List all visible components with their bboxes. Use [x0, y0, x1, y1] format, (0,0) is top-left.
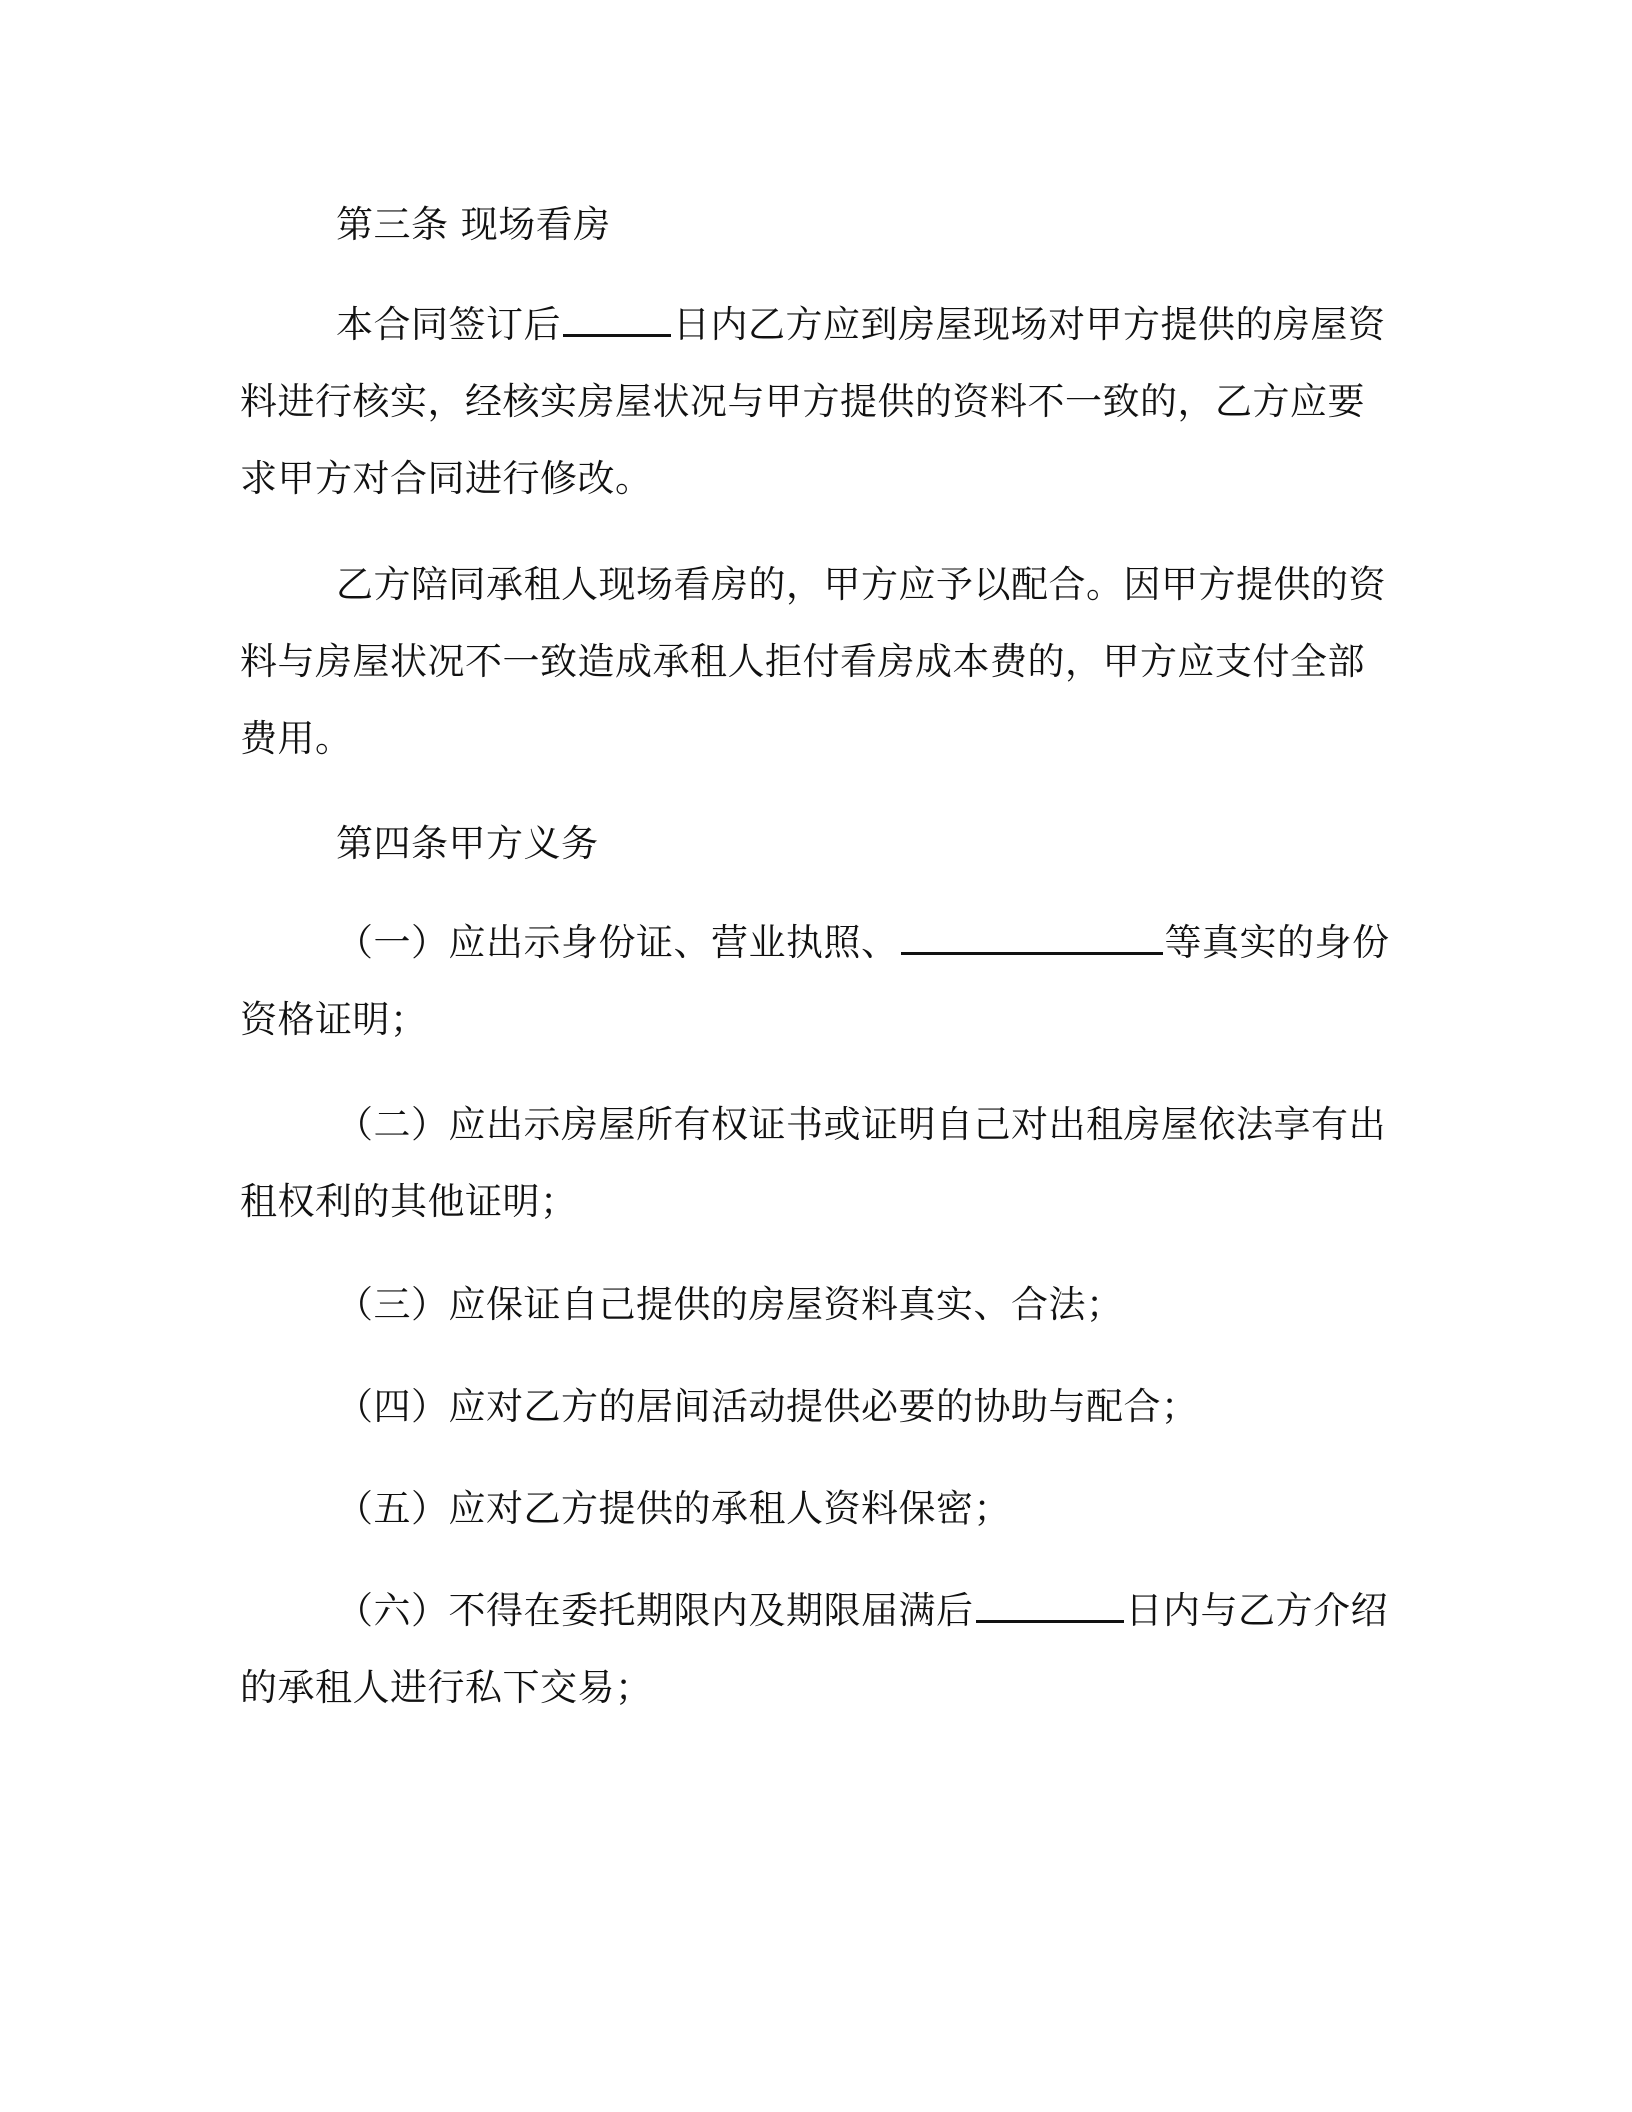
paragraph-line [240, 286, 1386, 363]
article-3-paragraph-1 [240, 286, 1386, 517]
article-4-item-1 [240, 904, 1390, 1058]
paragraph-line: 乙方陪同承租人现场看房的，甲方应予以配合。因甲方提供的资 [336, 563, 1386, 606]
article-4-item-5 [240, 1470, 1380, 1547]
article-3-heading [240, 186, 1380, 263]
article-4-item-3 [240, 1266, 1380, 1343]
paragraph-line [240, 904, 1390, 981]
paragraph-line: （五）应对乙方提供的承租人资料保密； [336, 1487, 1011, 1530]
paragraph-line: 租权利的其他证明； [240, 1180, 578, 1223]
paragraph-line: 费用。 [240, 717, 353, 760]
text-segment: 日内乙方应到房屋现场对甲方提供的房屋资 [673, 303, 1386, 346]
article-4-item-4 [240, 1368, 1380, 1445]
fill-in-blank [976, 1584, 1124, 1623]
article-4-item-2 [240, 1086, 1386, 1240]
article-3-paragraph-2 [240, 546, 1386, 777]
paragraph-line: 料与房屋状况不一致造成承租人拒付看房成本费的，甲方应支付全部 [240, 640, 1365, 683]
heading-text: 第四条甲方义务 [336, 822, 599, 865]
text-segment: （六）不得在委托期限内及期限届满后 [336, 1589, 974, 1632]
text-segment: 等真实的身份 [1164, 921, 1390, 964]
heading-text: 第三条 现场看房 [336, 203, 611, 246]
text-segment: （一）应出示身份证、营业执照、 [336, 921, 899, 964]
paragraph-line: 的承租人进行私下交易； [240, 1666, 653, 1709]
paragraph-line: 料进行核实，经核实房屋状况与甲方提供的资料不一致的，乙方应要 [240, 380, 1365, 423]
paragraph-line [240, 1572, 1388, 1649]
paragraph-line: 求甲方对合同进行修改。 [240, 457, 653, 500]
fill-in-blank [563, 298, 671, 337]
text-segment: 日内与乙方介绍 [1125, 1589, 1388, 1632]
fill-in-blank [901, 916, 1163, 955]
paragraph-line: （三）应保证自己提供的房屋资料真实、合法； [336, 1283, 1124, 1326]
article-4-heading [240, 805, 1380, 882]
paragraph-line: 资格证明； [240, 998, 428, 1041]
paragraph-line: （二）应出示房屋所有权证书或证明自己对出租房屋依法享有出 [336, 1103, 1386, 1146]
article-4-item-6 [240, 1572, 1388, 1726]
text-segment: 本合同签订后 [336, 303, 561, 346]
paragraph-line: （四）应对乙方的居间活动提供必要的协助与配合； [336, 1385, 1199, 1428]
